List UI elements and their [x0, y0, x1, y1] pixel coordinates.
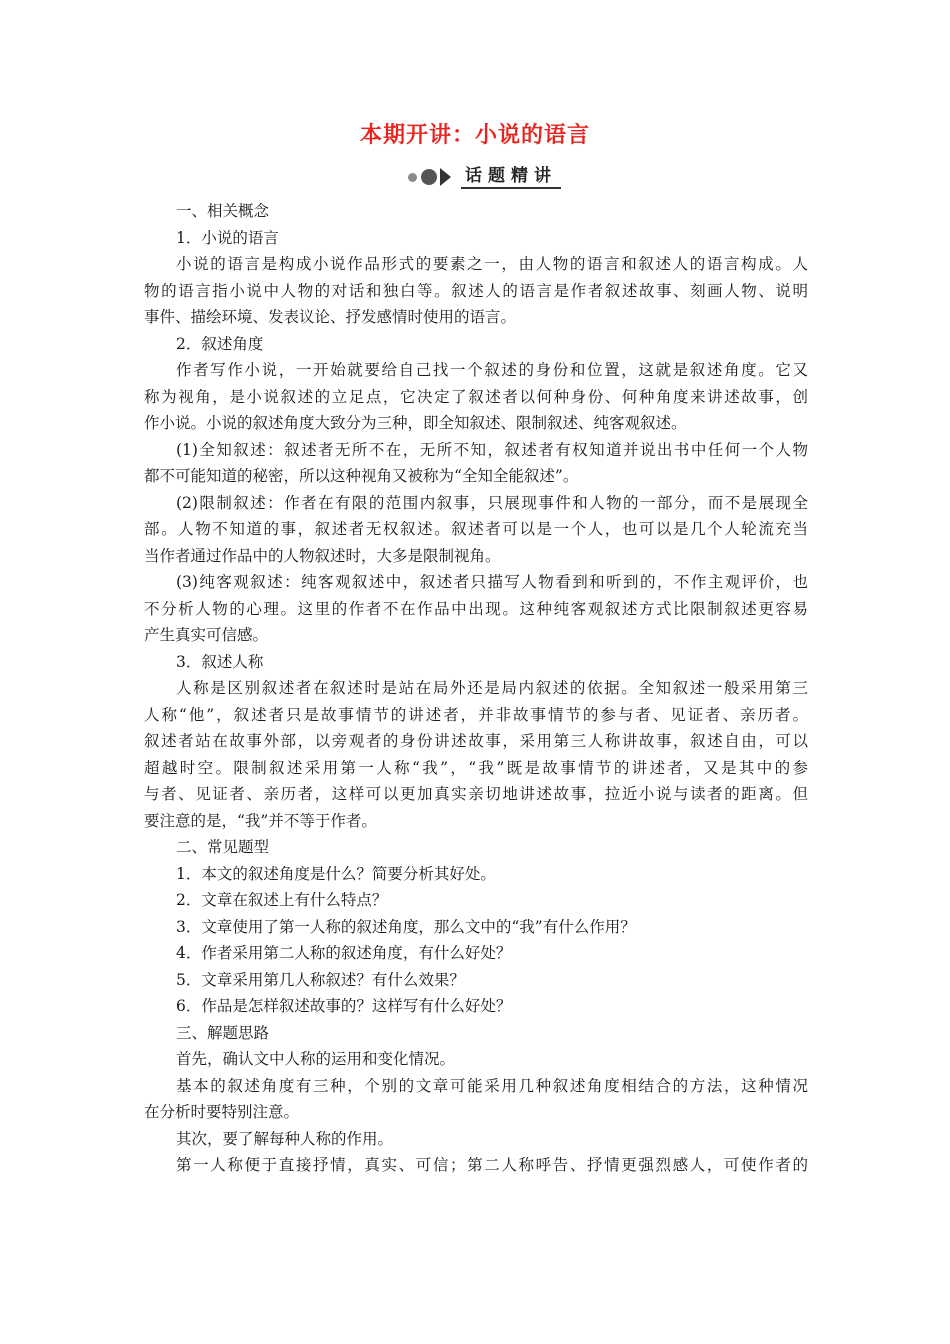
- paragraph-line: (3)纯客观叙述：纯客观叙述中，叙述者只描写人物看到和听到的，不作主观评价，也: [176, 573, 808, 591]
- question-item: 3．文章使用了第一人称的叙述角度，那么文中的“我”有什么作用？: [176, 917, 636, 936]
- section-heading: 二、常见题型: [176, 838, 270, 856]
- paragraph-line: (2)限制叙述：作者在有限的范围内叙事，只展现事件和人物的一部分，而不是展现全: [176, 493, 808, 512]
- paragraph-line: 人称是区别叙述者在叙述时是站在局外还是局内叙述的依据。全知叙述一般采用第三: [176, 679, 808, 697]
- paragraph-line: 小说的语言是构成小说作品形式的要素之一，由人物的语言和叙述人的语言构成。人: [176, 255, 808, 273]
- paragraph-line: 物的语言指小说中人物的对话和独白等。叙述人的语言是作者叙述故事、刻画人物、说明: [144, 281, 808, 300]
- subsection-heading: 1．小说的语言: [176, 228, 279, 247]
- paragraph-line: 第一人称便于直接抒情，真实、可信；第二人称呼告、抒情更强烈感人，可使作者的: [176, 1156, 808, 1174]
- question-item: 4．作者采用第二人称的叙述角度，有什么好处？: [176, 944, 512, 962]
- paragraph-line: 事件、描绘环境、发表议论、抒发感情时使用的语言。: [144, 308, 517, 326]
- paragraph-line: 其次，要了解每种人称的作用。: [176, 1129, 394, 1148]
- paragraph-line: 称为视角，是小说叙述的立足点，它决定了叙述者以何种身份、何种角度来讲述故事，创: [144, 387, 808, 406]
- paragraph-line: 部。人物不知道的事，叙述者无权叙述。叙述者可以是一个人，也可以是几个人轮流充当: [144, 520, 808, 538]
- paragraph-line: 基本的叙述角度有三种，个别的文章可能采用几种叙述角度相结合的方法，这种情况: [176, 1076, 808, 1095]
- question-item: 2．文章在叙述上有什么特点？: [176, 891, 388, 909]
- small-dot-icon: [408, 173, 417, 182]
- paragraph-line: 超越时空。限制叙述采用第一人称“我”，“我”既是故事情节的讲述者，又是其中的参: [144, 758, 808, 777]
- paragraph-line: 首先，确认文中人称的运用和变化情况。: [176, 1050, 456, 1068]
- arrow-icon: [440, 168, 451, 186]
- subsection-heading: 2．叙述角度: [176, 334, 264, 353]
- question-item: 1．本文的叙述角度是什么？简要分析其好处。: [176, 864, 496, 883]
- paragraph-line: 要注意的是，“我”并不等于作者。: [144, 811, 377, 830]
- paragraph-line: 当作者通过作品中的人物叙述时，大多是限制视角。: [144, 546, 501, 565]
- paragraph-line: 不分析人物的心理。这里的作者不在作品中出现。这种纯客观叙述方式比限制叙述更容易: [144, 599, 808, 618]
- paragraph-line: 与者、见证者、亲历者，这样可以更加真实亲切地讲述故事，拉近小说与读者的距离。但: [144, 785, 808, 803]
- paragraph-line: 人称“他”，叙述者只是故事情节的讲述者，并非故事情节的参与者、见证者、亲历者。: [144, 705, 808, 724]
- question-item: 6．作品是怎样叙述故事的？这样写有什么好处？: [176, 997, 512, 1015]
- question-item: 5．文章采用第几人称叙述？有什么效果？: [176, 970, 465, 989]
- subsection-heading: 3．叙述人称: [176, 652, 264, 671]
- paragraph-line: (1)全知叙述：叙述者无所不在，无所不知，叙述者有权知道并说出书中任何一个人物: [176, 440, 808, 459]
- paragraph-line: 叙述者站在故事外部，以旁观者的身份讲述故事，采用第三人称讲故事，叙述自由，可以: [144, 732, 808, 750]
- section-heading: 一、相关概念: [176, 202, 270, 220]
- page-title: 本期开讲：小说的语言: [359, 122, 590, 148]
- paragraph-line: 作小说。小说的叙述角度大致分为三种，即全知叙述、限制叙述、纯客观叙述。: [144, 414, 687, 432]
- banner-label: 话题精讲: [461, 165, 561, 189]
- paragraph-line: 产生真实可信感。: [144, 626, 269, 644]
- section-banner: [408, 164, 561, 190]
- paragraph-line: 作者写作小说，一开始就要给自己找一个叙述的身份和位置，这就是叙述角度。它又: [176, 361, 808, 379]
- paragraph-line: 都不可能知道的秘密，所以这种视角又被称为“全知全能叙述”。: [144, 467, 579, 485]
- document-body: [144, 198, 808, 1179]
- large-dot-icon: [421, 169, 437, 185]
- section-heading: 三、解题思路: [176, 1023, 270, 1042]
- paragraph-line: 在分析时要特别注意。: [144, 1103, 300, 1121]
